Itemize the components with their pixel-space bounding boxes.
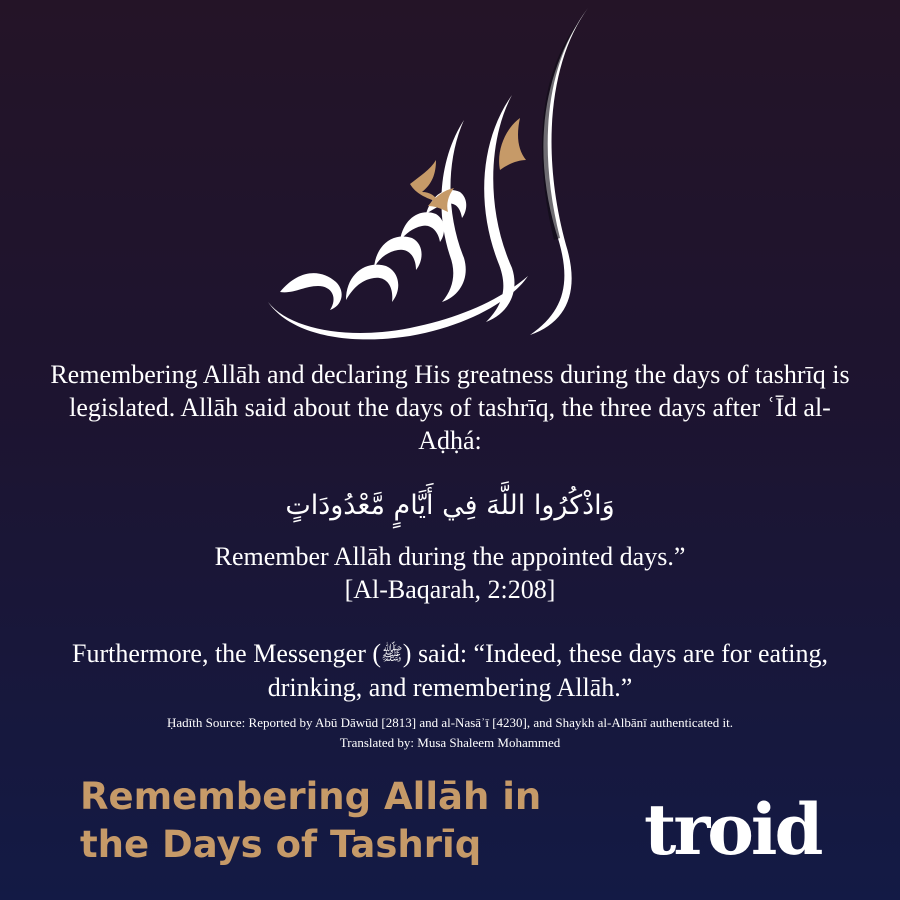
hadith-source-line: Ḥadīth Source: Reported by Abū Dāwūd [2813] and al-Nasāʾī [4230], and Shaykh al-Albānī authenticated it. [166, 715, 734, 730]
troid-logo [640, 784, 850, 874]
verse-translation: Remember Allāh during the appointed days.” [214, 542, 686, 571]
title-line-2: the Days of Tashrīq [80, 823, 482, 866]
salutation-glyph: ﷺ [381, 644, 403, 664]
hadith-paragraph [40, 637, 860, 704]
title-line-1: Remembering Allāh in [80, 775, 542, 818]
hadith-text-before: Furthermore, the Messenger ( [72, 639, 382, 668]
troid-logo-text: troid [644, 788, 821, 871]
calligraphy-stroke-ha [280, 273, 342, 310]
translator-line: Translated by: Musa Shaleem Mohammed [339, 735, 561, 750]
arabic-verse: وَاذْكُرُوا اللَّهَ فِي أَيَّامٍ مَّعْدُودَاتٍ [285, 490, 615, 521]
source-block [40, 713, 860, 753]
calligraphy-stroke-lam-shadow [542, 20, 580, 240]
calligraphy-stroke-loop-1 [346, 265, 398, 302]
calligraphy-gold-mark-1 [499, 118, 526, 170]
hadith-text-after: ) said: “Indeed, these days are for eating, drinking, and remembering Allāh.” [267, 639, 828, 702]
verse-reference: [Al-Baqarah, 2:208] [344, 575, 556, 604]
allah-calligraphy [250, 0, 650, 345]
calligraphy-gold-mark-2 [410, 160, 438, 202]
intro-paragraph: Remembering Allāh and declaring His greatness during the days of tashrīq is legislated. Allāh said about the days of tashrīq, the three days after ʿĪd al-Aḍḥá: [50, 360, 850, 455]
page-title [80, 773, 640, 869]
